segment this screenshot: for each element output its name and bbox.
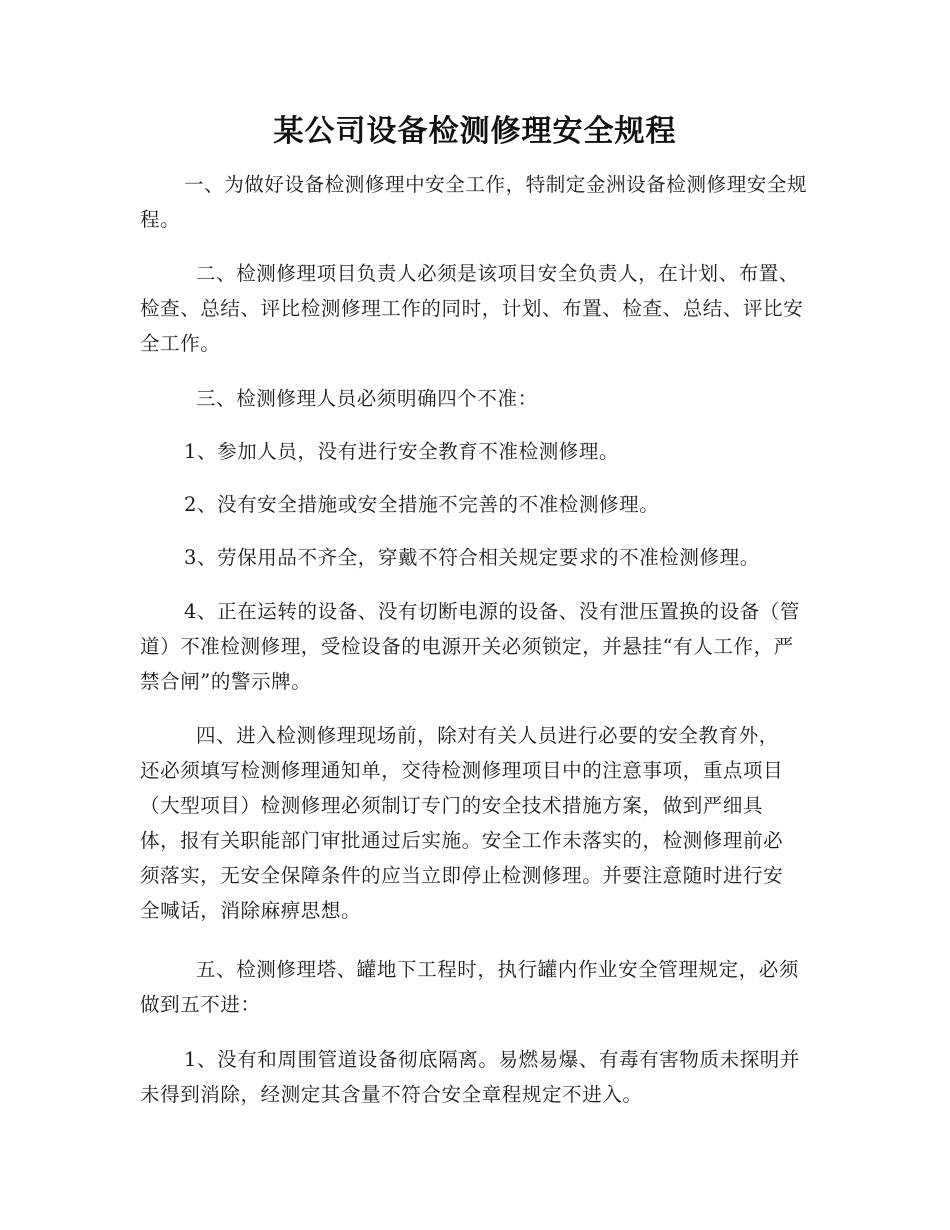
paragraph-2: 二、检测修理项目负责人必须是该项目安全负责人，在计划、布置、检查、总结、评比检测修理工作的同时，计划、布置、检查、总结、评比安全工作。: [140, 262, 804, 355]
document-title: 某公司设备检测修理安全规程: [273, 114, 677, 149]
paragraph-10: 1、没有和周围管道设备彻底隔离。易燃易爆、有毒有害物质未探明并未得到消除，经测定其含量不符合安全章程规定不进入。: [140, 1048, 801, 1106]
paragraph-9: 五、检测修理塔、罐地下工程时，执行罐内作业安全管理规定，必须做到五不进：: [140, 958, 800, 1016]
paragraph-3: 三、检测修理人员必须明确四个不准：: [196, 387, 538, 410]
paragraph-8: 四、进入检测修理现场前，除对有关人员进行必要的安全教育外，还必须填写检测修理通知单，交待检测修理项目中的注意事项，重点项目（大型项目）检测修理必须制订专门的安全技术措施方案，做到严细具体，报有关职能部门审批通过后实施。安全工作未落实的，检测修理前必须落实，无安全保障条件的应当立即停止检测修理。并要注意随时进行安全喊话，消除麻痹思想。: [140, 724, 784, 922]
paragraph-6: 3、劳保用品不齐全，穿戴不符合相关规定要求的不准检测修理。: [184, 546, 760, 569]
paragraph-1: 一、为做好设备检测修理中安全工作，特制定金洲设备检测修理安全规程。: [140, 173, 808, 231]
paragraph-7: 4、正在运转的设备、没有切断电源的设备、没有泄压置换的设备（管道）不准检测修理，受检设备的电源开关必须锁定，并悬挂“有人工作，严禁合闸”的警示牌。: [140, 600, 801, 693]
paragraph-5: 2、没有安全措施或安全措施不完善的不准检测修理。: [184, 493, 660, 516]
paragraph-4: 1、参加人员，没有进行安全教育不准检测修理。: [184, 440, 620, 463]
